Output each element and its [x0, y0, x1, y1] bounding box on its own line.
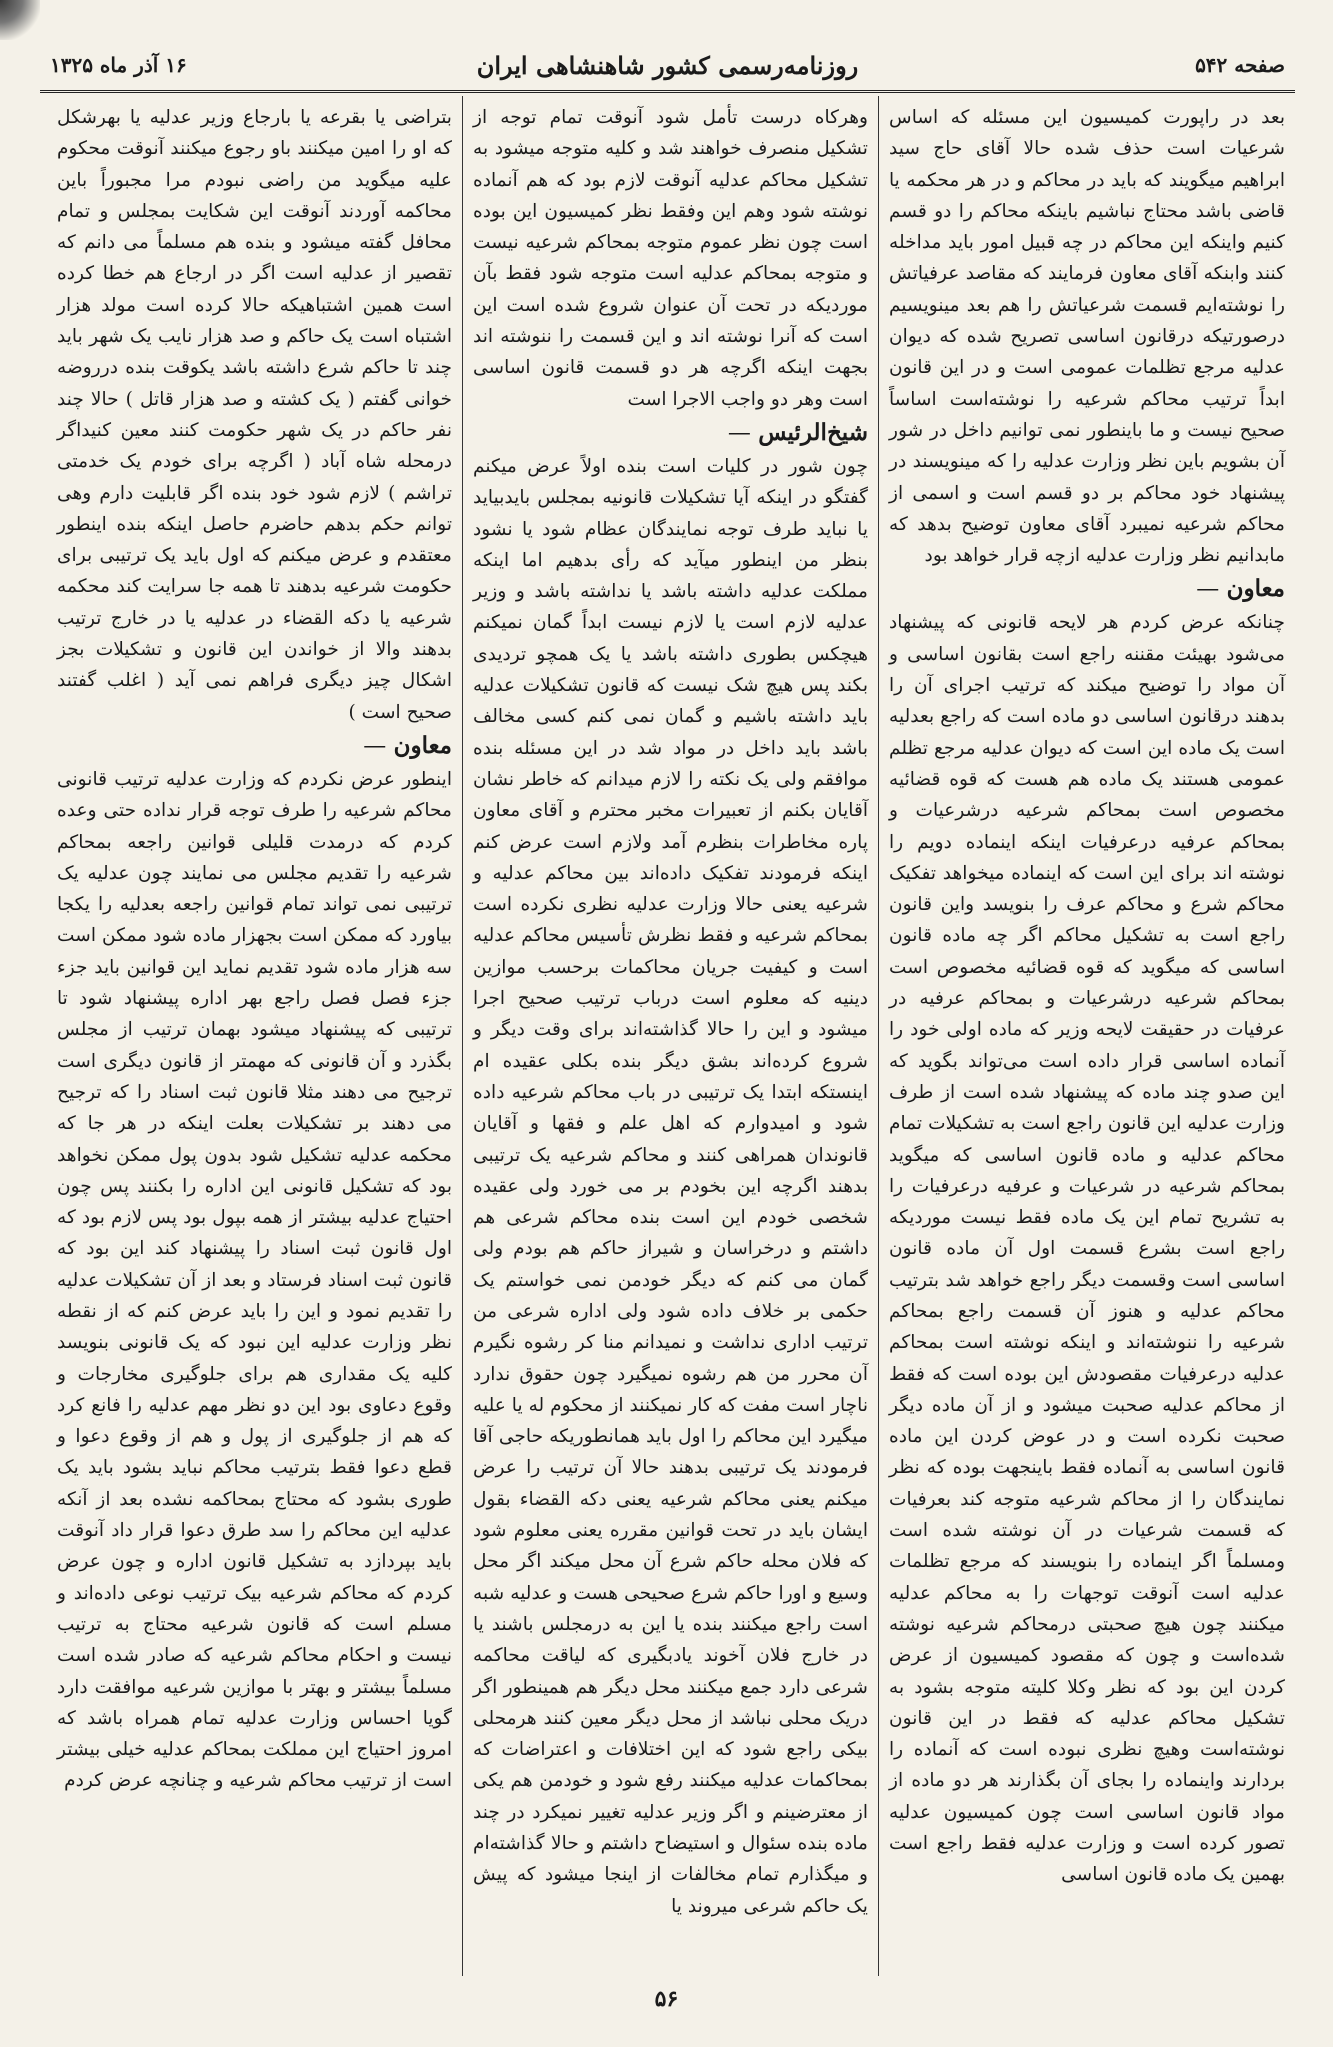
corner-stain [0, 0, 40, 40]
page-number: ۵۶ [654, 1986, 679, 2012]
paragraph: وهرکاه درست تأمل شود آنوقت تمام توجه از تشکیل منصرف خواهند شد و کلیه متوجه میشود به تشکیل محاکم عدلیه آنوقت لازم بود که هم آنماده نوشته شود وهم این وفقط نظر کمیسیون این بوده است چون نظر عموم متوجه بمحاکم شرعیه نیست و متوجه بمحاکم عدلیه است متوجه شود فقط بآن موردیکه در تحت آن عنوان شروع شده است این است که آنرا نوشته اند و این قسمت را ننوشته اند بجهت اینکه اگرچه هر دو قسمت قانون اساسی است وهر دو واجب الاجرا است [473, 107, 868, 410]
speaker-heading: شیخ‌الرئیس — [473, 415, 868, 451]
masthead [40, 40, 1295, 93]
paragraph: بعد در راپورت کمیسیون این مسئله که اساس شرعیات است حذف شده حالا آقای حاج سید ابراهیم میگویند که باید در محاکم و در هر محکمه یا قاضی باشد محتاج نباشیم باینکه محاکم را دو قسم کنیم واینکه این محاکم در چه قبیل امور باید مداخله کنند وابنکه آقای معاون فرمایند که مقاصد عرفیاتش را نوشته‌ایم قسمت شرعیاتش را هم بعد مینویسیم درصورتیکه درقانون اساسی تصریح شده که دیوان عدلیه مرجع تظلمات عمومی است و در این قانون ابداً ترتیب محاکم شرعیه را نوشته‌است اساساً صحیح نیست و ما باینطور نمی توانیم داخل در شور آن بشویم باین نظر وزارت عدلیه را که مینویسند در پیشنهاد خود محاکم بر دو قسم است و اسمی از محاکم شرعیه نمیبرد آقای معاون توضیح بدهد که مابدانیم نظر وزارت عدلیه ازچه قرار خواهد بود [889, 107, 1285, 567]
paragraph: چون شور در کلیات است بنده اولاً عرض میکنم گفتگو در اینکه آیا تشکیلات قانونیه بمجلس بایدبیاید یا نباید طرف توجه نمایندگان عظام شود یا نشود بنظر من اینطور میآید که رأی بدهیم اما اینکه مملکت عدلیه داشته باشد یا نداشته باشد و وزیر عدلیه لازم است یا لازم نیست ابداً گمان نمیکنم هیچکس بطوری داشته باشد یا یک همچو تردیدی بکند پس هیچ شک نیست که قانون تشکیلات عدلیه باید داشته باشیم و گمان نمی کنم کسی مخالف باشد باید داخل در مواد شد در این مسئله بنده موافقم ولی یک نکته را لازم میدانم که خاطر نشان آقایان بکنم از تعبیرات مخبر محترم و آقای معاون پاره مخاطرات بنظرم آمد ولازم است عرض کنم اینکه فرمودند تفکیک داده‌اند بین محاکم عدلیه و شرعیه یعنی حالا وزارت عدلیه نظری نکرده است بمحاکم شرعیه و فقط نظرش تأسیس محاکم عدلیه است و کیفیت جریان محاکمات برحسب موازین دینیه که معلوم است درباب ترتیب صحیح اجرا میشود و این را حالا گذاشته‌اند برای وقت دیگر و شروع کرده‌اند بشق دیگر بنده بکلی عقیده ام اینستکه ابتدا یک ترتیبی در باب محاکم شرعیه داده شود و امیدوارم که اهل علم و فقها و آقایان قانوندان همراهی کنند و محاکم شرعیه یک ترتیبی بدهند اگرچه این بخودم بر می خورد ولی عقیده شخصی خودم این است بنده محاکم شرعی هم داشتم و درخراسان و شیراز حاکم هم بودم ولی گمان می کنم که دیگر خودمن نمی خواستم یک حکمی بر خلاف داده شود ولی اداره شرعی من ترتیب اداری نداشت و نمیدانم منا کر رشوه نگیرم آن محرر من هم رشوه نمیگیرد چون حقوق ندارد ناچار است مفت که کار نمیکنند از محکوم له یا علیه میگیرد این محاکم را اول باید همانطوریکه حاجی آقا فرمودند یک ترتیبی بدهند حالا آن ترتیب را عرض میکنم یعنی محاکم شرعیه یعنی دکه القضاء بقول ایشان باید در تحت قوانین مقرره یعنی معلوم شود که فلان محله حاکم شرع آن محل میکند اگر محل وسیع و اورا حاکم شرع صحیحی هست و عدلیه شبه است راجع میکنند بنده یا این به درمجلس باشند یا در خارج فلان آخوند یادبگیری که لیاقت محاکمه شرعی دارد جمع میکنند محل دیگر هم همینطور اگر دریک محلی نباشد از محل دیگر معین کنند هرمحلی بیکی راجع شود که این اختلافات و اعتراضات که بمحاکمات عدلیه میکنند رفع شود و خودمن هم یکی از معترضینم و اگر وزیر عدلیه تغییر نمیکرد در چند ماده بنده سئوال و استیضاح داشتم و حالا گذاشته‌ام و میگذارم تمام مخالفات از اینجا میشود که پیش یک حاکم شرعی میروند یا [473, 455, 868, 1917]
column-middle [463, 96, 879, 1976]
speaker-heading: معاون — [889, 571, 1285, 607]
paragraph: اینطور عرض نکردم که وزارت عدلیه ترتیب قانونی محاکم شرعیه را طرف توجه قرار نداده حتی وعده کردم که درمدت قلیلی قوانین راجعه بمحاکم شرعیه را تقدیم مجلس می نمایند چون عدلیه یک ترتیبی نمی تواند تمام قوانین راجعه بعدلیه را یکجا بیاورد که ممکن است بجهزار ماده شود ممکن است سه هزار ماده شود تقدیم نماید این قوانین باید جزء جزء فصل فصل راجع بهر اداره پیشنهاد شود تا ترتیبی که پیشنهاد میشود بهمان ترتیب از مجلس بگذرد و آن قانونی که مهمتر از قانون دیگری است ترجیح می دهند مثلا قانون ثبت اسناد را که ترجیح می دهند بر تشکیلات بعلت اینکه در هر جا که محکمه عدلیه تشکیل شود بدون پول ممکن نخواهد بود که تشکیل قانونی این اداره را بکنند پس چون احتیاج عدلیه بیشتر از همه بپول بود پس لازم بود که اول قانون ثبت اسناد را پیشنهاد کند این بود که قانون ثبت اسناد فرستاد و بعد از آن تشکیلات عدلیه را تقدیم نمود و این را باید عرض کنم که از نقطه نظر وزارت عدلیه این نبود که یک قانونی بنویسد کلیه یک مقداری هم برای جلوگیری مخارجات و وقوع دعاوی بود این دو نظر مهم عدلیه را فانع کرد که هم از جلوگیری از پول و هم از وقوع دعوا و قطع دعوا فقط بترتیب محاکم نباید بشود باید یک طوری بشود که محتاج بمحاکمه نشده بعد از آنکه عدلیه این محاکم را سد طرق دعوا قرار داد آنوقت باید بپردازد به تشکیل قانون اداره و چون عرض کردم که محاکم شرعیه بیک ترتیب نوعی داده‌اند و مسلم است که قانون شرعیه محتاج به ترتیب نیست و احکام محاکم شرعیه که صادر شده است مسلماً بیشتر و بهتر با موازین شرعیه موافقت دارد گویا احساس وزارت عدلیه تمام همراه باشد که امروز احتیاج این مملکت بمحاکم عدلیه خیلی بیشتر است از ترتیب محاکم شرعیه و چنانچه عرض کردم [57, 768, 452, 1792]
issue-date: ۱۶ آذر ماه ۱۳۲۵ [50, 53, 187, 77]
paragraph: بتراضی یا بقرعه یا بارجاع وزیر عدلیه یا بهرشکل که او را امین میکنند باو رجوع میکنند آنوقت محکوم علیه میگوید من راضی نبودم مرا مجبوراً باین محاکمه آوردند آنوقت این شکایت بمجلس و تمام محافل گفته میشود و بنده هم مسلماً می دانم که تقصیر از عدلیه است اگر در ارجاع هم خطا کرده است همین اشتباهیکه حالا کرده است مولد هزار اشتباه است یک حاکم و صد هزار نایب یک شهر باید چند تا حاکم شرع داشته باشد یکوقت بنده درروضه خوانی گفتم ( یک کشته و صد هزار قاتل ) حالا چند نفر حاکم در یک شهر حکومت کنند معین کنیداگر درمحله شاه آباد ( اگرچه برای خودم یک خدمتی تراشم ) لازم شود خود بنده اگر قابلیت دارم وهی توانم حکم بدهم حاضرم حاصل اینکه بنده اینطور معتقدم و عرض میکنم که اول باید یک ترتیبی برای حکومت شرعیه بدهند تا همه جا سرایت کند محکمه شرعیه یا دکه القضاء در عدلیه یا در خارج ترتیب بدهند والا از خواندن این قانون و تشکیلات بجز اشکال چیز دیگری فراهم نمی آید ( اغلب گفتند صحیح است ) [57, 107, 452, 723]
column-right [879, 96, 1295, 1976]
speaker-heading: معاون — [57, 728, 452, 764]
newspaper-title: روزنامه‌رسمی کشور شاهنشاهی ایران [476, 50, 859, 80]
page-label: صفحه ۵۴۲ [1195, 53, 1285, 77]
paragraph: چنانکه عرض کردم هر لایحه قانونی که پیشنهاد می‌شود بهیئت مقننه راجع است بقانون اساسی و آن مواد را توضیح میکند که ترتیب اجرای آن را بدهند درقانون اساسی دو ماده است که راجع بعدلیه است یک ماده این است که دیوان عدلیه مرجع تظلم عمومی هستند یک ماده هم هست که قوه قضائیه مخصوص است بمحاکم شرعیه درشرعیات و بمحاکم عرفیه درعرفیات اینکه اینماده دویم را نوشته اند برای این است که اینماده میخواهد تفکیک محاکم شرع و محاکم عرف را بنویسد واین قانون راجع است به تشکیل محاکم اگر چه ماده قانون اساسی که میگوید که قوه قضائیه مخصوص است بمحاکم شرعیه درشرعیات و بمحاکم عرفیه در عرفیات در حقیقت لایحه وزیر که ماده اولی خود را آنماده اساسی قرار داده است می‌تواند بگوید که این صدو چند ماده که پیشنهاد شده است از طرف وزارت عدلیه این قانون راجع است به تشکیلات تمام محاکم عدلیه و ماده قانون اساسی که میگوید بمحاکم شرعیه در شرعیات و عرفیه درعرفیات را به تشریح تمام این یک ماده فقط نیست موردیکه راجع است بشرع قسمت اول آن ماده قانون اساسی است وقسمت دیگر راجع خواهد شد بترتیب محاکم عدلیه و هنوز آن قسمت راجع بمحاکم شرعیه را ننوشته‌اند و اینکه نوشته است بمحاکم عدلیه درعرفیات مقصودش این بوده است که فقط از محاکم عدلیه صحبت میشود و از آن ماده دیگر صحبت نکرده است و در عوض کردن این ماده قانون اساسی به آنماده فقط باینجهت بوده که نظر نمایندگان را از محاکم شرعیه متوجه کند بعرفیات که قسمت شرعیات در آن نوشته شده است ومسلماً اگر اینماده را بنویسند که مرجع تظلمات عدلیه است آنوقت توجهات را به محاکم عدلیه میکنند چون هیچ صحبتی درمحاکم شرعیه نوشته شده‌است و چون که مقصود کمیسیون از عرض کردن این بود که نظر وکلا کلیته متوجه بشود به تشکیل محاکم عدلیه که فقط در این قانون نوشته‌است وهیچ نظری نبوده است که آنماده را بردارند واینماده را بجای آن بگذارند هر دو ماده از مواد قانون اساسی است چون کمیسیون عدلیه تصور کرده است و وزارت عدلیه فقط راجع است بهمین یک ماده قانون اساسی [889, 612, 1285, 1886]
text-columns [40, 96, 1295, 1976]
column-left [47, 96, 463, 1976]
